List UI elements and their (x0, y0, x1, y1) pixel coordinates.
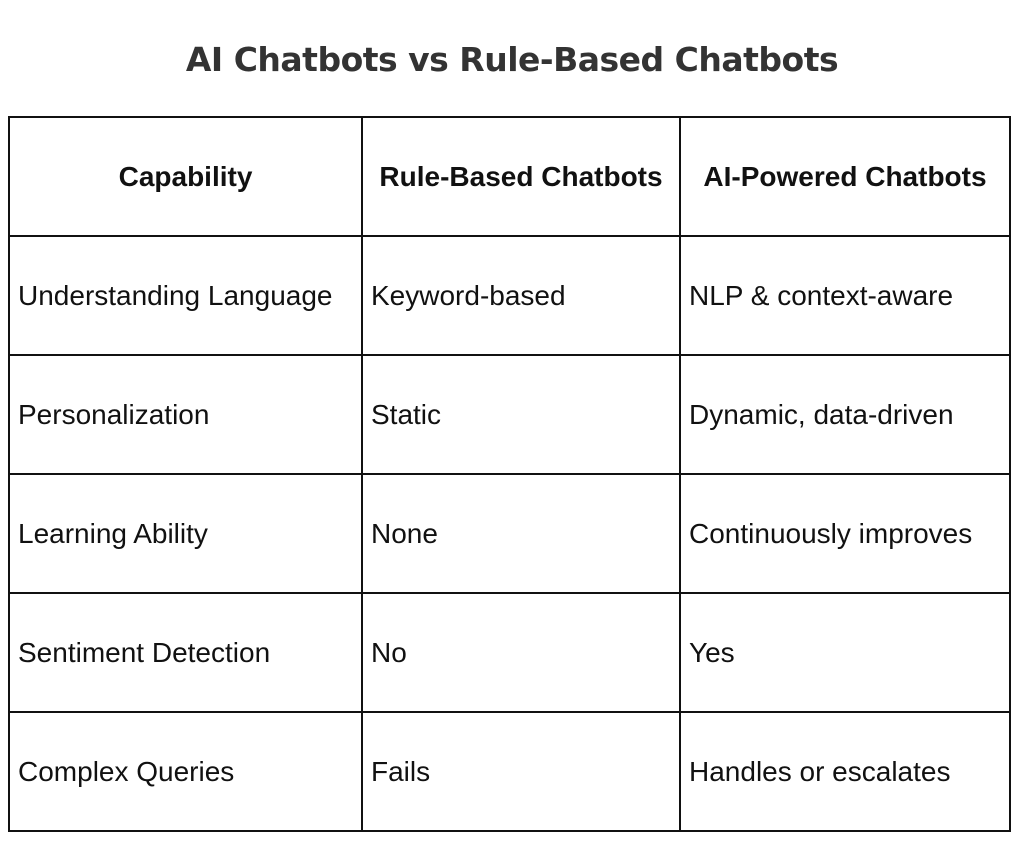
table-row (9, 593, 1010, 712)
rule-based-cell: Static (362, 355, 680, 474)
header-capability: Capability (9, 117, 362, 236)
header-rule-based: Rule-Based Chatbots (362, 117, 680, 236)
capability-cell: Understanding Language (9, 236, 362, 355)
capability-cell: Learning Ability (9, 474, 362, 593)
ai-powered-cell: Dynamic, data-driven (680, 355, 1010, 474)
rule-based-cell: Fails (362, 712, 680, 831)
table-row (9, 355, 1010, 474)
comparison-table (8, 116, 1011, 832)
rule-based-cell: No (362, 593, 680, 712)
ai-powered-cell: Continuously improves (680, 474, 1010, 593)
capability-cell: Personalization (9, 355, 362, 474)
rule-based-cell: None (362, 474, 680, 593)
capability-cell: Sentiment Detection (9, 593, 362, 712)
rule-based-cell: Keyword-based (362, 236, 680, 355)
ai-powered-cell: Yes (680, 593, 1010, 712)
table-row (9, 236, 1010, 355)
ai-powered-cell: NLP & context-aware (680, 236, 1010, 355)
table-row (9, 712, 1010, 831)
header-row (9, 117, 1010, 236)
header-ai-powered: AI-Powered Chatbots (680, 117, 1010, 236)
table-row (9, 474, 1010, 593)
ai-powered-cell: Handles or escalates (680, 712, 1010, 831)
page-title: AI Chatbots vs Rule-Based Chatbots (185, 40, 839, 79)
capability-cell: Complex Queries (9, 712, 362, 831)
